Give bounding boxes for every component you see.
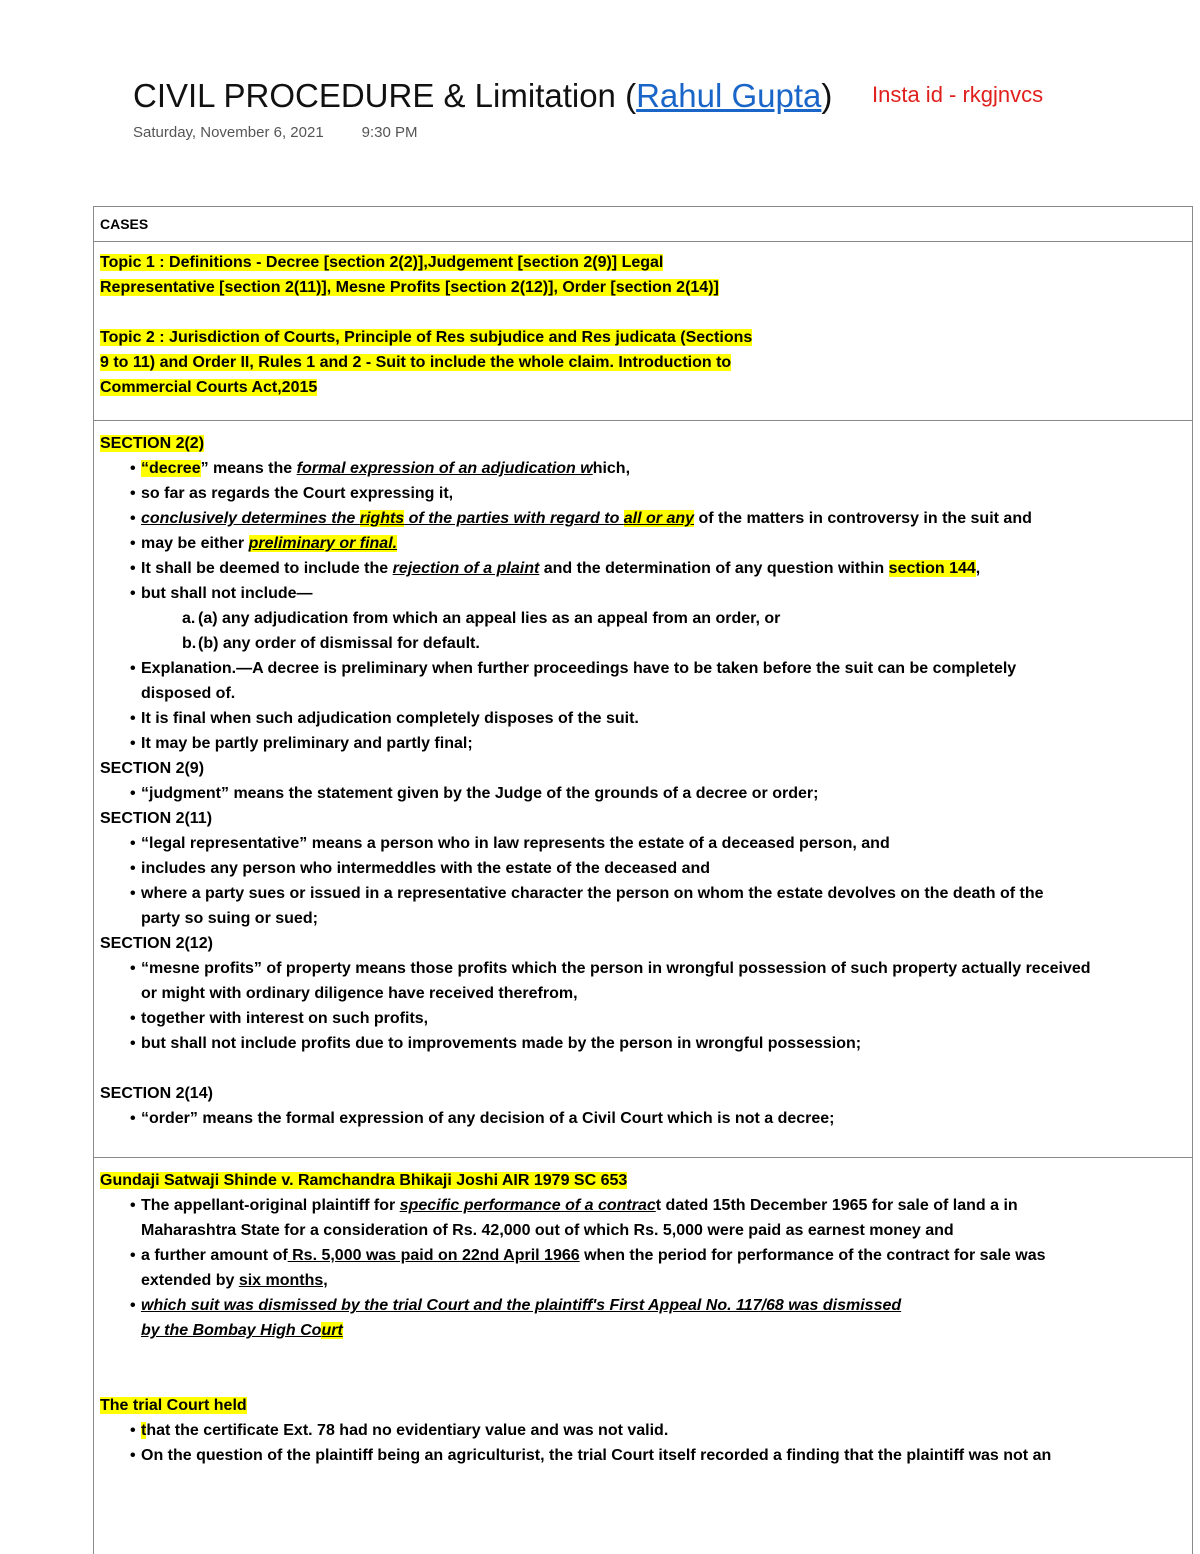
trial-court-list xyxy=(100,1418,1186,1468)
list-item: • that the certificate Ext. 78 had no evidentiary value and was not valid. xyxy=(141,1418,1186,1443)
section-2-12-list xyxy=(100,956,1186,1056)
list-item: • “decree” means the formal expression of an adjudication which, xyxy=(141,456,1186,481)
section-2-9-list xyxy=(100,781,1186,806)
topic-2-line-2: 9 to 11) and Order II, Rules 1 and 2 - Suit to include the whole claim. Introduction to xyxy=(100,354,732,371)
section-2-2-heading: SECTION 2(2) xyxy=(100,435,205,452)
trial-court-held-heading: The trial Court held xyxy=(100,1397,247,1414)
page-title: CIVIL PROCEDURE & Limitation (Rahul Gupta) xyxy=(133,77,833,114)
author-link[interactable]: Rahul Gupta xyxy=(636,77,822,114)
section-2-11-heading: SECTION 2(11) xyxy=(100,810,213,827)
list-item: • “mesne profits” of property means those profits which the person in wrongful possession of such property actually received or might with ordinary diligence have received therefrom, xyxy=(141,956,1186,1006)
list-item: • but shall not include profits due to improvements made by the person in wrongful possession; xyxy=(141,1031,1186,1056)
list-item: • which suit was dismissed by the trial Court and the plaintiff's First Appeal No. 117/68 was dismissed by the Bombay High Court xyxy=(141,1293,1186,1343)
list-item: • may be either preliminary or final. xyxy=(141,531,1186,556)
topic-1-line-1: Topic 1 : Definitions - Decree [section 2(2)],Judgement [section 2(9)] Legal xyxy=(100,254,664,271)
list-item: • so far as regards the Court expressing it, xyxy=(141,481,1186,506)
list-item: • together with interest on such profits, xyxy=(141,1006,1186,1031)
section-2-11-list xyxy=(100,831,1186,931)
list-item: • On the question of the plaintiff being an agriculturist, the trial Court itself recorded a finding that the plaintiff was not an xyxy=(141,1443,1186,1468)
list-item: • where a party sues or issued in a representative character the person on whom the estate devolves on the death of the party so suing or sued; xyxy=(141,881,1186,931)
sections-row xyxy=(94,421,1192,1158)
section-2-12-heading: SECTION 2(12) xyxy=(100,935,213,952)
note-table xyxy=(93,206,1193,1554)
section-2-2-list xyxy=(100,456,1186,606)
section-2-2-list-continued xyxy=(100,656,1186,756)
sub-item-b: b. (b) any order of dismissal for default. xyxy=(182,635,480,652)
note-time: 9:30 PM xyxy=(361,124,418,141)
list-item: • It may be partly preliminary and partly final; xyxy=(141,731,1186,756)
insta-id: Insta id - rkgjnvcs xyxy=(872,82,1044,107)
list-item: • conclusively determines the rights of the parties with regard to all or any of the matters in controversy in the suit and xyxy=(141,506,1186,531)
list-item: • “order” means the formal expression of any decision of a Civil Court which is not a decree; xyxy=(141,1106,1186,1131)
list-item: • “judgment” means the statement given by the Judge of the grounds of a decree or order; xyxy=(141,781,1186,806)
list-item: • “legal representative” means a person who in law represents the estate of a deceased person, and xyxy=(141,831,1186,856)
section-2-14-list xyxy=(100,1106,1186,1131)
list-item: • Explanation.—A decree is preliminary when further proceedings have to be taken before the suit can be completely disposed of. xyxy=(141,656,1186,706)
topics-row xyxy=(94,242,1192,421)
topic-1-line-2: Representative [section 2(11)], Mesne Profits [section 2(12)], Order [section 2(14)] xyxy=(100,279,719,296)
list-item: • It is final when such adjudication completely disposes of the suit. xyxy=(141,706,1186,731)
cases-label: CASES xyxy=(100,216,149,232)
case-title: Gundaji Satwaji Shinde v. Ramchandra Bhikaji Joshi AIR 1979 SC 653 xyxy=(100,1172,628,1189)
case-facts-list xyxy=(100,1193,1186,1343)
list-item: • The appellant-original plaintiff for specific performance of a contract dated 15th December 1965 for sale of land a in Maharashtra State for a consideration of Rs. 42,000 out of which Rs. 5,000 were paid as earnest money and xyxy=(141,1193,1186,1243)
case-row xyxy=(94,1158,1192,1468)
topic-2-line-3: Commercial Courts Act,2015 xyxy=(100,379,318,396)
section-2-14-heading: SECTION 2(14) xyxy=(100,1085,213,1102)
sub-item-a: a. (a) any adjudication from which an appeal lies as an appeal from an order, or xyxy=(182,610,781,627)
topic-2-line-1: Topic 2 : Jurisdiction of Courts, Principle of Res subjudice and Res judicata (Sections xyxy=(100,329,753,346)
cases-header-row xyxy=(94,207,1192,242)
section-2-9-heading: SECTION 2(9) xyxy=(100,760,205,777)
note-timestamp xyxy=(133,124,418,141)
section-2-2-sublist xyxy=(100,606,1186,656)
list-item: • includes any person who intermeddles with the estate of the deceased and xyxy=(141,856,1186,881)
list-item: • It shall be deemed to include the rejection of a plaint and the determination of any question within section 144, xyxy=(141,556,1186,581)
list-item: • a further amount of Rs. 5,000 was paid on 22nd April 1966 when the period for performance of the contract for sale was extended by six months, xyxy=(141,1243,1186,1293)
note-date: Saturday, November 6, 2021 xyxy=(133,124,324,141)
list-item: • but shall not include— xyxy=(141,581,1186,606)
